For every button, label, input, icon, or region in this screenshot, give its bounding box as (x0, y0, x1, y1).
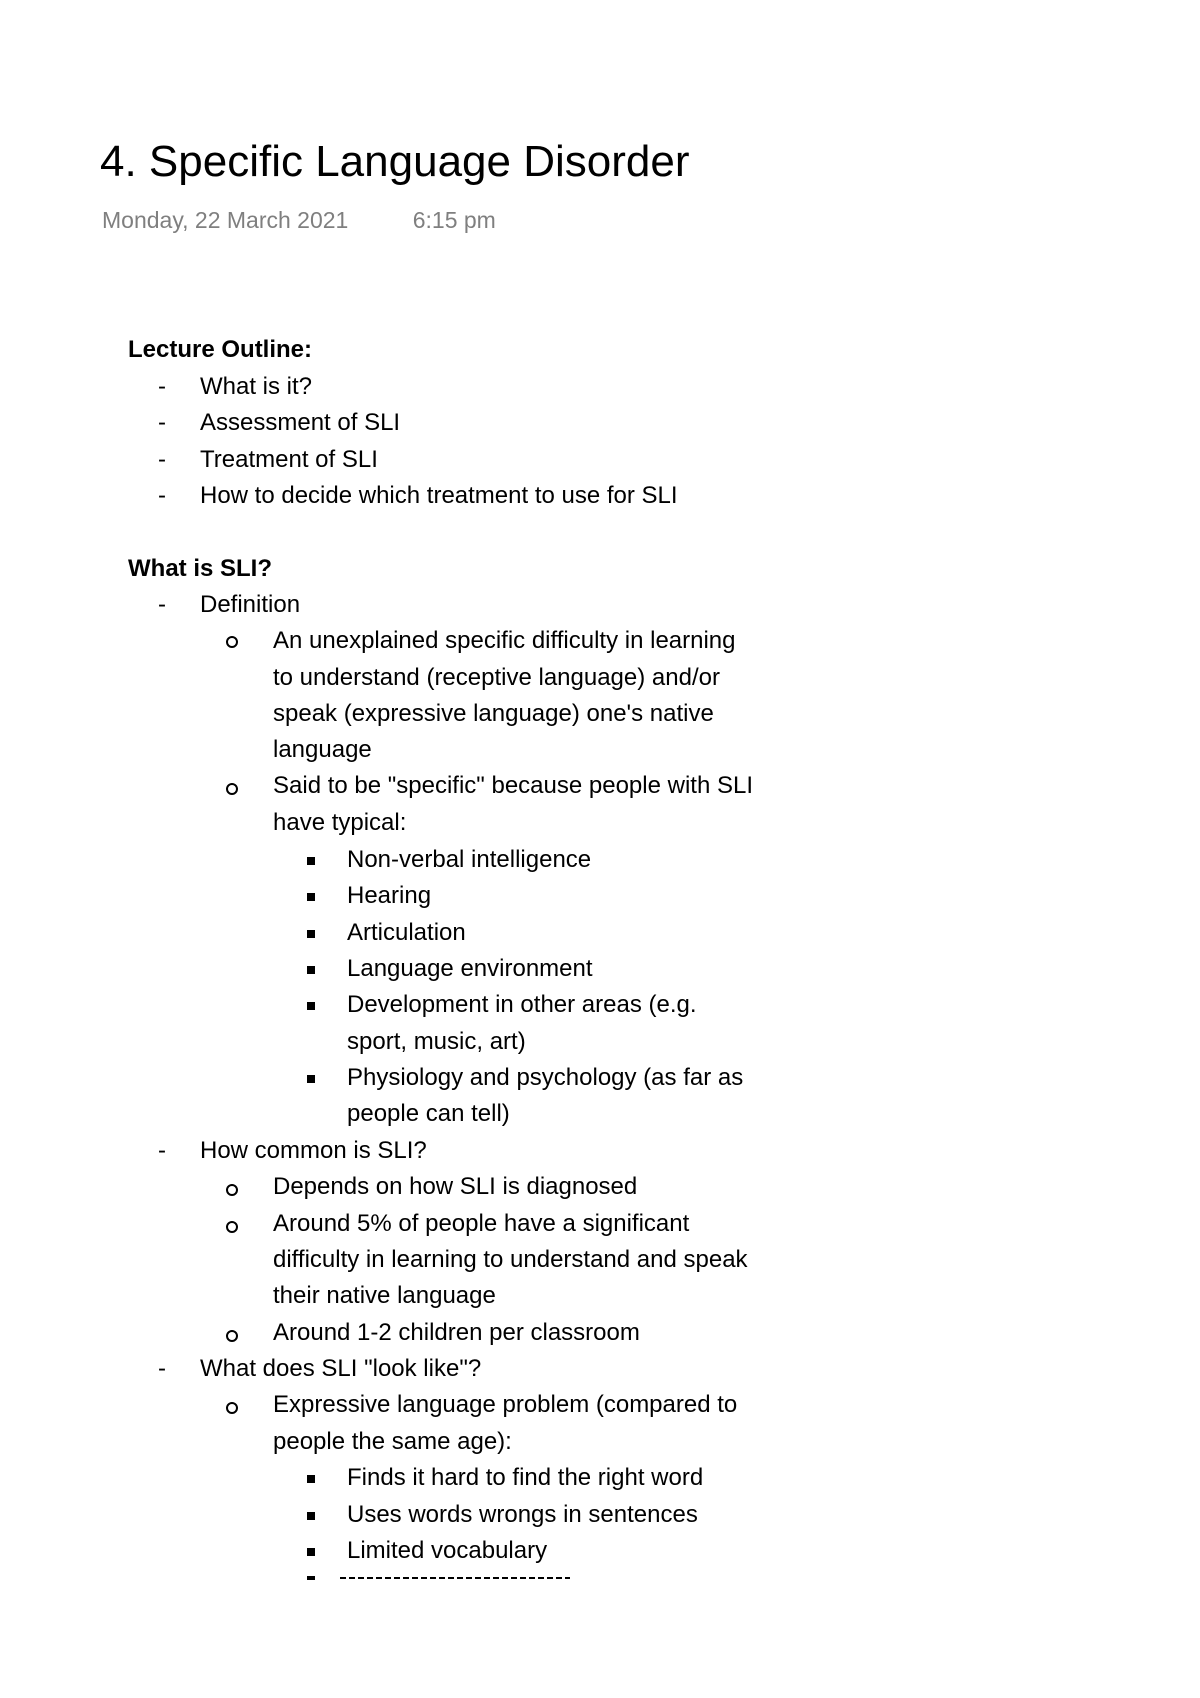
definition-item-line: to understand (receptive language) and/or (273, 664, 720, 691)
typical-item: Articulation (347, 919, 466, 946)
list-bullet-square (307, 1475, 315, 1483)
list-bullet-square (307, 966, 315, 974)
typical-item: Hearing (347, 882, 432, 909)
page-title: 4. Specific Language Disorder (100, 137, 690, 186)
list-bullet-dash: - (158, 373, 166, 400)
outline-heading: Lecture Outline: (128, 336, 313, 363)
outline-item: How to decide which treatment to use for SLI (200, 482, 678, 509)
typical-item: Physiology and psychology (as far as (347, 1064, 744, 1091)
looks-item: Expressive language problem (compared to (273, 1391, 738, 1418)
outline-item: What is it? (200, 373, 313, 400)
page-date: Monday, 22 March 2021 (102, 207, 349, 233)
typical-item-cont: people can tell) (347, 1100, 510, 1127)
list-bullet-square (307, 1075, 315, 1083)
common-item: Around 1-2 children per classroom (273, 1319, 640, 1346)
expressive-item: Uses words wrongs in sentences (347, 1501, 698, 1528)
list-bullet-square (307, 930, 315, 938)
list-bullet-dash: - (158, 482, 166, 509)
typical-item-cont: sport, music, art) (347, 1028, 526, 1055)
list-bullet-square (307, 857, 315, 865)
common-item: Around 5% of people have a significant (273, 1210, 690, 1237)
common-item: Depends on how SLI is diagnosed (273, 1173, 638, 1200)
outline-item: Treatment of SLI (200, 446, 378, 473)
section-heading: What is SLI? (128, 555, 272, 582)
expressive-item: Limited vocabulary (347, 1537, 548, 1564)
cut-off-line (340, 1575, 570, 1581)
list-bullet-circle (226, 636, 238, 648)
list-bullet-circle (226, 1402, 238, 1414)
typical-item: Development in other areas (e.g. (347, 991, 697, 1018)
list-bullet-circle (226, 1184, 238, 1196)
list-bullet-square (307, 1548, 315, 1556)
list-bullet-square (307, 1002, 315, 1010)
list-bullet-dash: - (158, 1355, 166, 1382)
list-bullet-dash: - (158, 1137, 166, 1164)
common-item-cont: their native language (273, 1282, 496, 1309)
expressive-item: Finds it hard to find the right word (347, 1464, 704, 1491)
definition-item-line: speak (expressive language) one's native (273, 700, 714, 727)
looks-item-cont: people the same age): (273, 1428, 512, 1455)
list-bullet-square (307, 1576, 315, 1580)
list-bullet-dash: - (158, 446, 166, 473)
list-bullet-circle (226, 783, 238, 795)
common-item-cont: difficulty in learning to understand and speak (273, 1246, 748, 1273)
outline-item: Assessment of SLI (200, 409, 401, 436)
list-bullet-circle (226, 1330, 238, 1342)
list-bullet-dash: - (158, 409, 166, 436)
list-bullet-circle (226, 1221, 238, 1233)
list-bullet-dash: - (158, 591, 166, 618)
typical-item: Language environment (347, 955, 593, 982)
page-time: 6:15 pm (412, 207, 496, 233)
definition-item-line: have typical: (273, 809, 407, 836)
definition-item-line: Said to be "specific" because people with SLI (273, 772, 753, 799)
list-bullet-square (307, 893, 315, 901)
definition-item-line: An unexplained specific difficulty in learning (273, 627, 736, 654)
typical-item: Non-verbal intelligence (347, 846, 592, 873)
common-label: How common is SLI? (200, 1137, 427, 1164)
definition-item-line: language (273, 736, 372, 763)
list-bullet-square (307, 1512, 315, 1520)
looks-label: What does SLI "look like"? (200, 1355, 482, 1382)
definition-label: Definition (200, 591, 301, 618)
